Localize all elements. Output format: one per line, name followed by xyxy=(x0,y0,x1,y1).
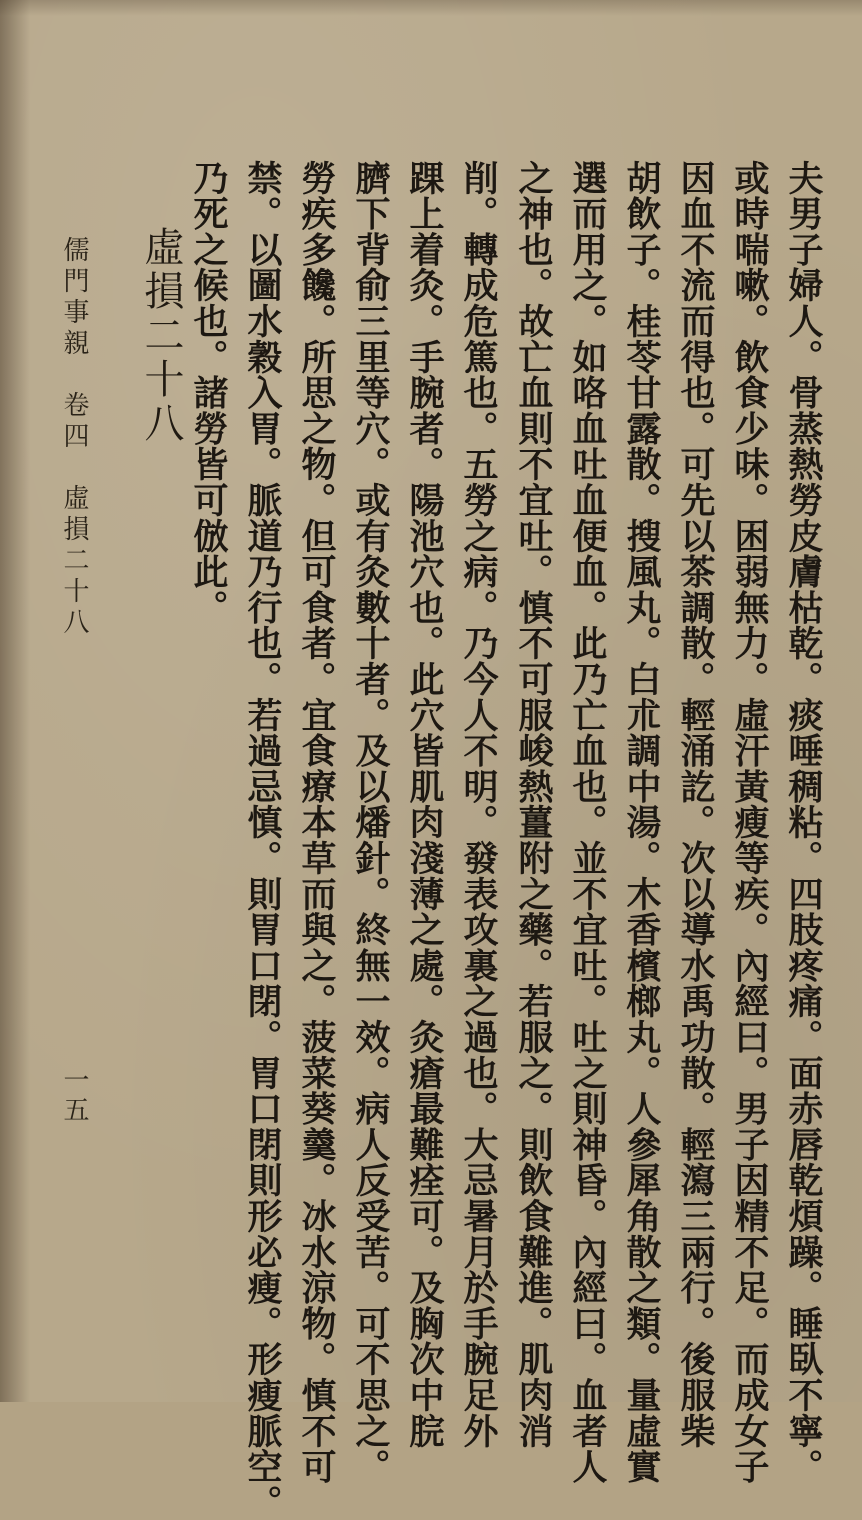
body-column: 削。轉成危篤也。五勞之病。乃今人不明。發表攻裏之過也。大忌暑月於手腕足外 xyxy=(458,160,499,1449)
body-column: 臍下背俞三里等穴。或有灸數十者。及以燔針。終無一效。病人反受苦。可不思之。 xyxy=(350,160,391,1485)
body-column: 因血不流而得也。可先以茶調散。輕涌訖。次以導水禹功散。輕瀉三兩行。後服柴 xyxy=(675,160,716,1449)
section-title: 虛損二十八 xyxy=(138,226,184,446)
body-column: 禁。以圖水穀入胃。脈道乃行也。若過忌慎。則胃口閉。胃口閉則形必瘦。形瘦脈空。 xyxy=(242,160,283,1520)
body-column: 勞疾多饞。所思之物。但可食者。宜食療本草而與之。菠菜葵羹。冰水涼物。慎不可 xyxy=(296,160,337,1485)
running-head: 儒門事親 卷四 虛損二十八 xyxy=(59,236,89,639)
page-number: 一五 xyxy=(59,1066,89,1126)
page-gutter-shadow xyxy=(0,0,30,1402)
body-column: 胡飲子。桂苓甘露散。搜風丸。白朮調中湯。木香檳榔丸。人參犀角散之類。量虛實 xyxy=(621,160,662,1485)
body-column: 乃死之候也。諸勞皆可倣此。 xyxy=(188,160,229,626)
page-top-shadow xyxy=(0,0,862,16)
body-column: 或時喘嗽。飲食少味。困弱無力。虛汗黃瘦等疾。內經曰。男子因精不足。而成女子 xyxy=(729,160,770,1485)
body-column: 之神也。故亡血則不宜吐。慎不可服峻熱薑附之藥。若服之。則飲食難進。肌肉消 xyxy=(513,160,554,1449)
body-column: 踝上着灸。手腕者。陽池穴也。此穴皆肌肉淺薄之處。灸瘡最難痊可。及胸次中脘 xyxy=(404,160,445,1449)
body-column: 選而用之。如咯血吐血便血。此乃亡血也。並不宜吐。吐之則神昏。內經曰。血者人 xyxy=(567,160,608,1485)
body-column: 夫男子婦人。骨蒸熱勞皮膚枯乾。痰唾稠粘。四肢疼痛。面赤唇乾煩躁。睡臥不寧。 xyxy=(783,160,824,1485)
